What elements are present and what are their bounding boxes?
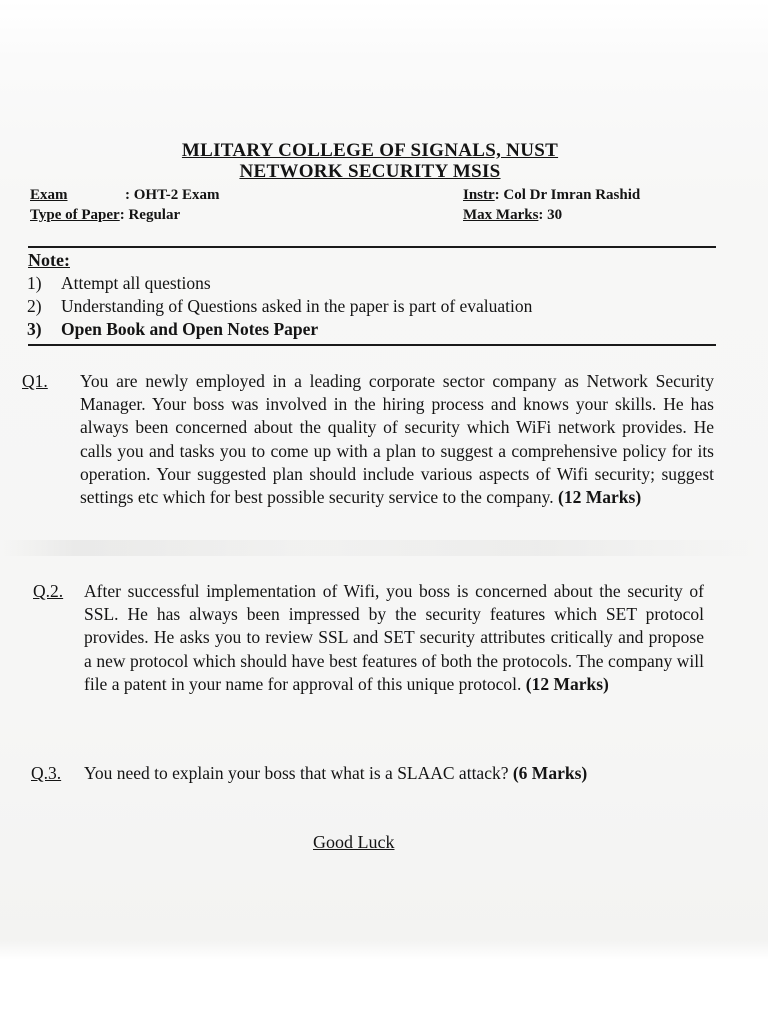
question-body: You are newly employed in a leading corporate sector company as Network Security Manager. Your boss was involved in the hiring process and knows your skills. He has always been concerned about the quality of security which WiFi network provides. He calls you and tasks you to come up with a plan to suggest a comprehensive policy for its operation. Your suggested plan should include various aspects of Wifi security; suggest settings etc which for best possible security service to the company.	[80, 371, 714, 508]
scan-smudge	[0, 540, 768, 556]
question-text	[84, 580, 704, 696]
divider-top	[28, 246, 716, 248]
exam-value: : OHT-2 Exam	[125, 187, 220, 203]
note-item	[27, 319, 318, 340]
question-label: Q.2.	[33, 581, 64, 601]
max-marks-row	[463, 207, 562, 224]
instructor-value: : Col Dr Imran Rashid	[494, 187, 641, 203]
paper-type-value: : Regular	[119, 207, 181, 223]
good-luck: Good Luck	[313, 832, 395, 852]
note-text: Open Book and Open Notes Paper	[61, 319, 319, 339]
question-label: Q1.	[22, 371, 48, 391]
max-marks-value: : 30	[538, 207, 563, 223]
note-number: 1)	[27, 273, 42, 293]
question-body: You need to explain your boss that what is a SLAAC attack?	[84, 763, 509, 783]
question-marks: (6 Marks)	[512, 763, 588, 783]
question-marks: (12 Marks)	[558, 487, 642, 508]
exam-label: Exam	[30, 187, 68, 203]
note-text: Understanding of Questions asked in the paper is part of evaluation	[61, 296, 533, 316]
instructor-row	[463, 187, 640, 204]
note-number: 2)	[27, 296, 42, 316]
question-text	[84, 762, 701, 785]
course-title: NETWORK SECURITY MSIS	[239, 161, 501, 182]
note-item	[27, 296, 532, 317]
note-item	[27, 273, 211, 294]
institution-title: MLITARY COLLEGE OF SIGNALS, NUST	[181, 140, 559, 161]
question-text	[80, 370, 714, 509]
paper-type-row	[30, 207, 180, 224]
question-body: After successful implementation of Wifi, you boss is concerned about the security of SSL. He has always been impressed by the security features which SET protocol provides. He asks you to review SSL and SET security attributes critically and propose a new protocol which should have best features of both the protocols. The company will file a patent in your name for approval of this unique protocol.	[84, 581, 704, 694]
question-label: Q.3.	[31, 763, 62, 783]
max-marks-label: Max Marks	[463, 207, 539, 223]
note-number: 3)	[27, 319, 42, 339]
note-text: Attempt all questions	[61, 273, 211, 293]
divider-bottom	[28, 344, 716, 346]
question-marks: (12 Marks)	[525, 673, 609, 694]
instructor-label: Instr	[463, 187, 495, 203]
note-heading: Note:	[28, 250, 70, 270]
paper-type-label: Type of Paper	[30, 207, 120, 223]
exam-row	[30, 187, 219, 204]
